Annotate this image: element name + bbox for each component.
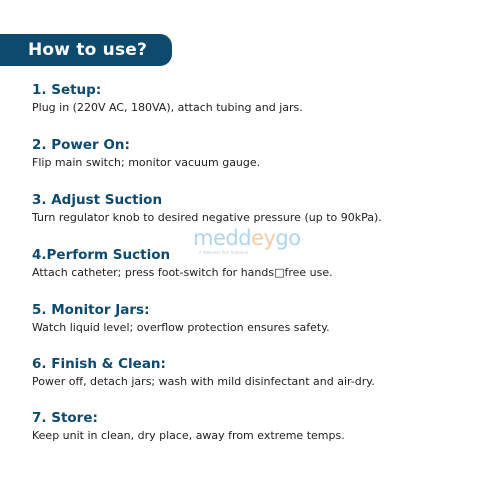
step-title: 5. Monitor Jars: xyxy=(32,302,150,318)
step-description: Flip main switch; monitor vacuum gauge. xyxy=(32,156,261,169)
step-description: Keep unit in clean, dry place, away from extreme temps. xyxy=(32,429,345,442)
step-title: 6. Finish & Clean: xyxy=(32,356,166,372)
step-description: Attach catheter; press foot-switch for hands□free use. xyxy=(32,266,333,279)
step-title: 4.Perform Suction xyxy=(32,247,171,263)
step-monitor-jars xyxy=(32,302,487,335)
page-title: How to use? xyxy=(28,40,148,60)
step-title: 3. Adjust Suction xyxy=(32,192,163,208)
step-finish-clean xyxy=(32,356,487,389)
step-adjust-suction xyxy=(32,192,487,225)
step-description: Turn regulator knob to desired negative pressure (up to 90kPa). xyxy=(32,211,382,224)
step-perform-suction xyxy=(32,247,487,280)
step-title: 2. Power On: xyxy=(32,137,130,153)
step-description: Power off, detach jars; wash with mild disinfectant and air-dry. xyxy=(32,375,375,388)
watermark-tagline: A Wellness Pvt. Initiative xyxy=(199,250,249,255)
step-title: 7. Store: xyxy=(32,410,98,426)
step-description: Plug in (220V AC, 180VA), attach tubing and jars. xyxy=(32,101,303,114)
step-power-on xyxy=(32,137,487,170)
step-description: Watch liquid level; overflow protection ensures safety. xyxy=(32,321,330,334)
step-setup xyxy=(32,82,487,115)
watermark-logo: meddeygo xyxy=(193,226,301,250)
step-store xyxy=(32,410,487,443)
header-banner xyxy=(0,34,172,66)
step-title: 1. Setup: xyxy=(32,82,102,98)
